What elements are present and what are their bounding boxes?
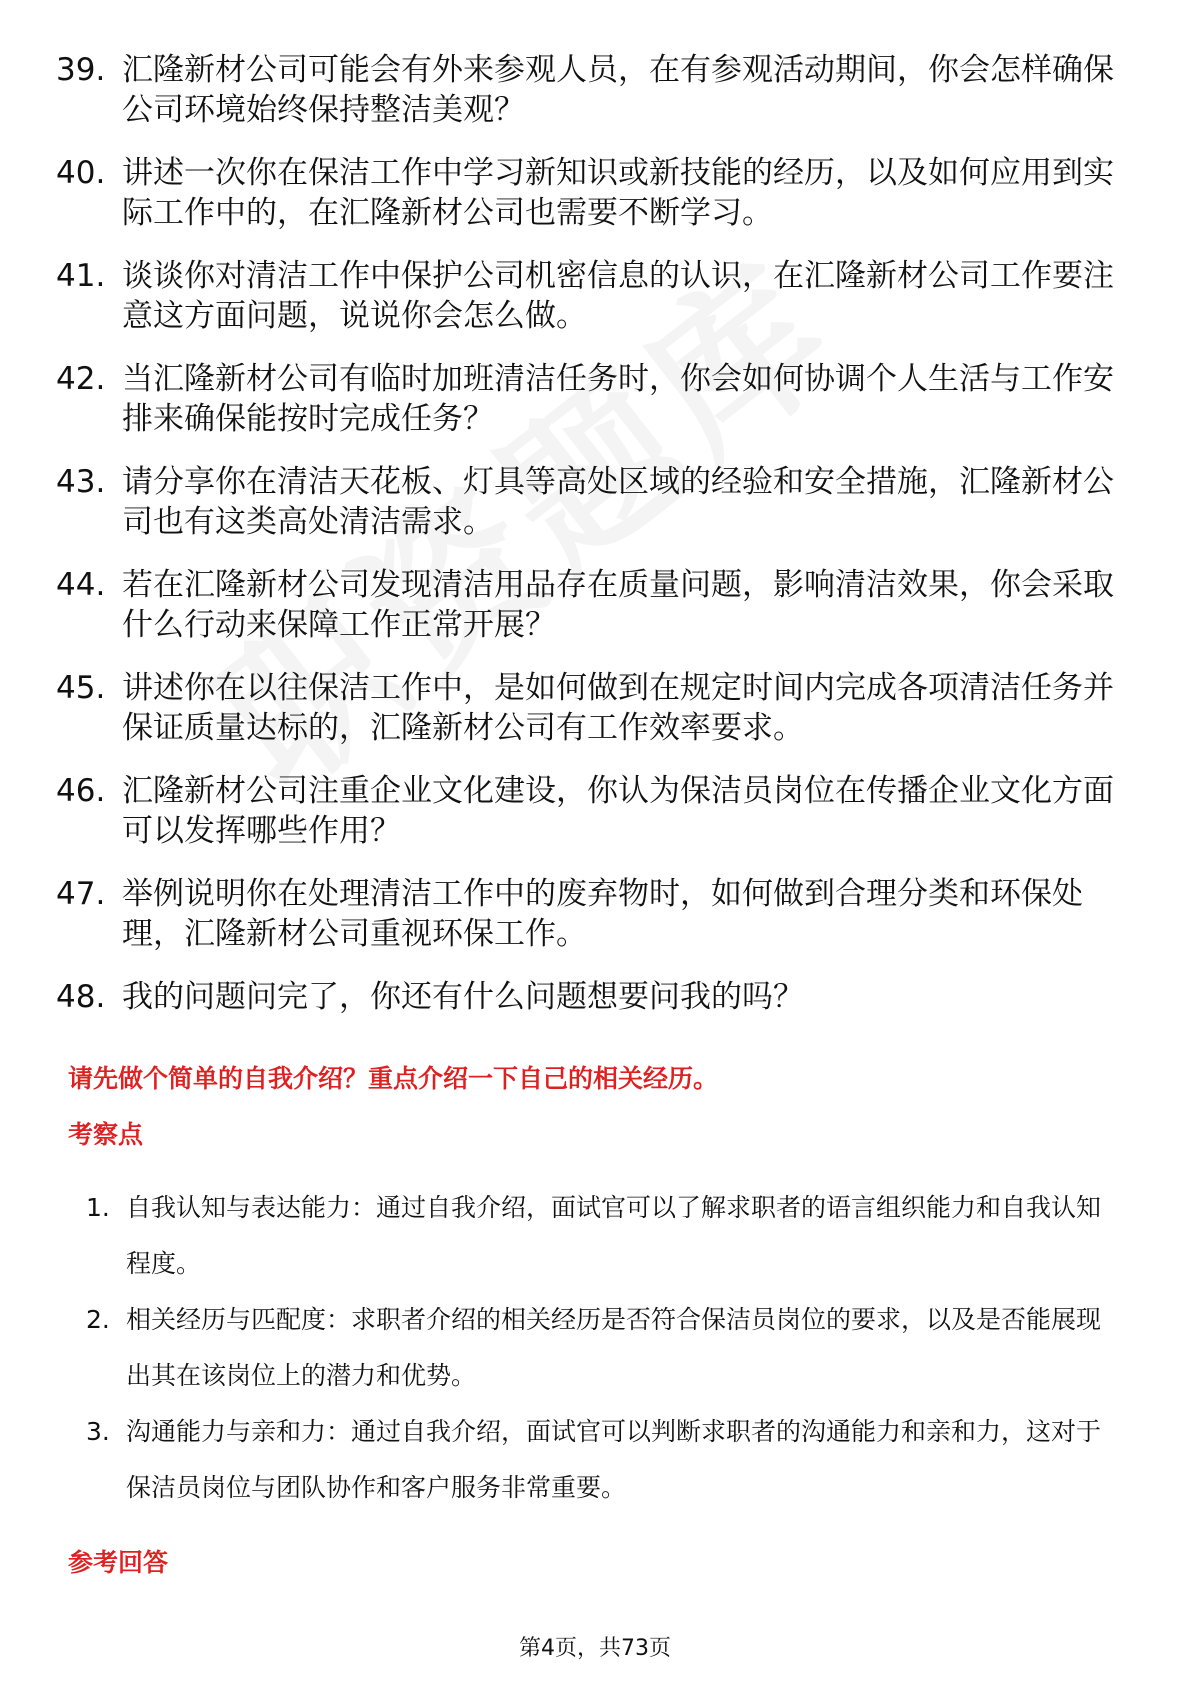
point-number: 2. <box>86 1305 110 1334</box>
question-item <box>56 565 1126 645</box>
question-number: 42. <box>56 361 106 397</box>
question-number: 39. <box>56 52 106 88</box>
question-text: 请分享你在清洁天花板、灯具等高处区域的经验和安全措施，汇隆新材公司也有这类高处清洁需求。 <box>122 464 1114 540</box>
point-item <box>86 1292 1116 1404</box>
question-number: 48. <box>56 979 106 1015</box>
question-number: 44. <box>56 567 106 603</box>
question-number: 43. <box>56 464 106 500</box>
question-text: 讲述你在以往保洁工作中，是如何做到在规定时间内完成各项清洁任务并保证质量达标的，汇隆新材公司有工作效率要求。 <box>122 670 1114 746</box>
question-list <box>56 50 1126 1040</box>
answer-heading: 参考回答 <box>68 1548 169 1577</box>
point-text: 沟通能力与亲和力：通过自我介绍，面试官可以判断求职者的沟通能力和亲和力，这对于保洁员岗位与团队协作和客户服务非常重要。 <box>126 1417 1102 1502</box>
point-number: 3. <box>86 1417 110 1446</box>
point-text: 自我认知与表达能力：通过自我介绍，面试官可以了解求职者的语言组织能力和自我认知程度。 <box>126 1193 1102 1278</box>
question-text: 谈谈你对清洁工作中保护公司机密信息的认识，在汇隆新材公司工作要注意这方面问题，说说你会怎么做。 <box>122 258 1114 334</box>
question-item <box>56 50 1126 130</box>
question-item <box>56 771 1126 851</box>
question-item <box>56 256 1126 336</box>
question-number: 46. <box>56 773 106 809</box>
point-text: 相关经历与匹配度：求职者介绍的相关经历是否符合保洁员岗位的要求，以及是否能展现出其在该岗位上的潜力和优势。 <box>126 1305 1102 1390</box>
point-item <box>86 1404 1116 1516</box>
question-item <box>56 668 1126 748</box>
question-number: 47. <box>56 876 106 912</box>
points-list <box>86 1180 1116 1516</box>
question-text: 讲述一次你在保洁工作中学习新知识或新技能的经历，以及如何应用到实际工作中的，在汇隆新材公司也需要不断学习。 <box>122 155 1114 231</box>
question-number: 45. <box>56 670 106 706</box>
question-item <box>56 359 1126 439</box>
question-text: 汇隆新材公司可能会有外来参观人员，在有参观活动期间，你会怎样确保公司环境始终保持整洁美观？ <box>122 52 1114 128</box>
question-item <box>56 153 1126 233</box>
question-text: 举例说明你在处理清洁工作中的废弃物时，如何做到合理分类和环保处理，汇隆新材公司重视环保工作。 <box>122 876 1083 952</box>
question-heading: 请先做个简单的自我介绍？重点介绍一下自己的相关经历。 <box>68 1064 719 1093</box>
question-item <box>56 874 1126 954</box>
point-item <box>86 1180 1116 1292</box>
points-heading: 考察点 <box>68 1120 144 1149</box>
question-text: 我的问题问完了，你还有什么问题想要问我的吗？ <box>122 979 804 1015</box>
question-item <box>56 977 1126 1017</box>
question-text: 若在汇隆新材公司发现清洁用品存在质量问题，影响清洁效果，你会采取什么行动来保障工作正常开展？ <box>122 567 1114 643</box>
question-item <box>56 462 1126 542</box>
question-text: 当汇隆新材公司有临时加班清洁任务时，你会如何协调个人生活与工作安排来确保能按时完成任务？ <box>122 361 1114 437</box>
question-text: 汇隆新材公司注重企业文化建设，你认为保洁员岗位在传播企业文化方面可以发挥哪些作用？ <box>122 773 1114 849</box>
question-number: 41. <box>56 258 106 294</box>
question-number: 40. <box>56 155 106 191</box>
point-number: 1. <box>86 1193 110 1222</box>
page-footer: 第4页，共73页 <box>519 1636 671 1661</box>
